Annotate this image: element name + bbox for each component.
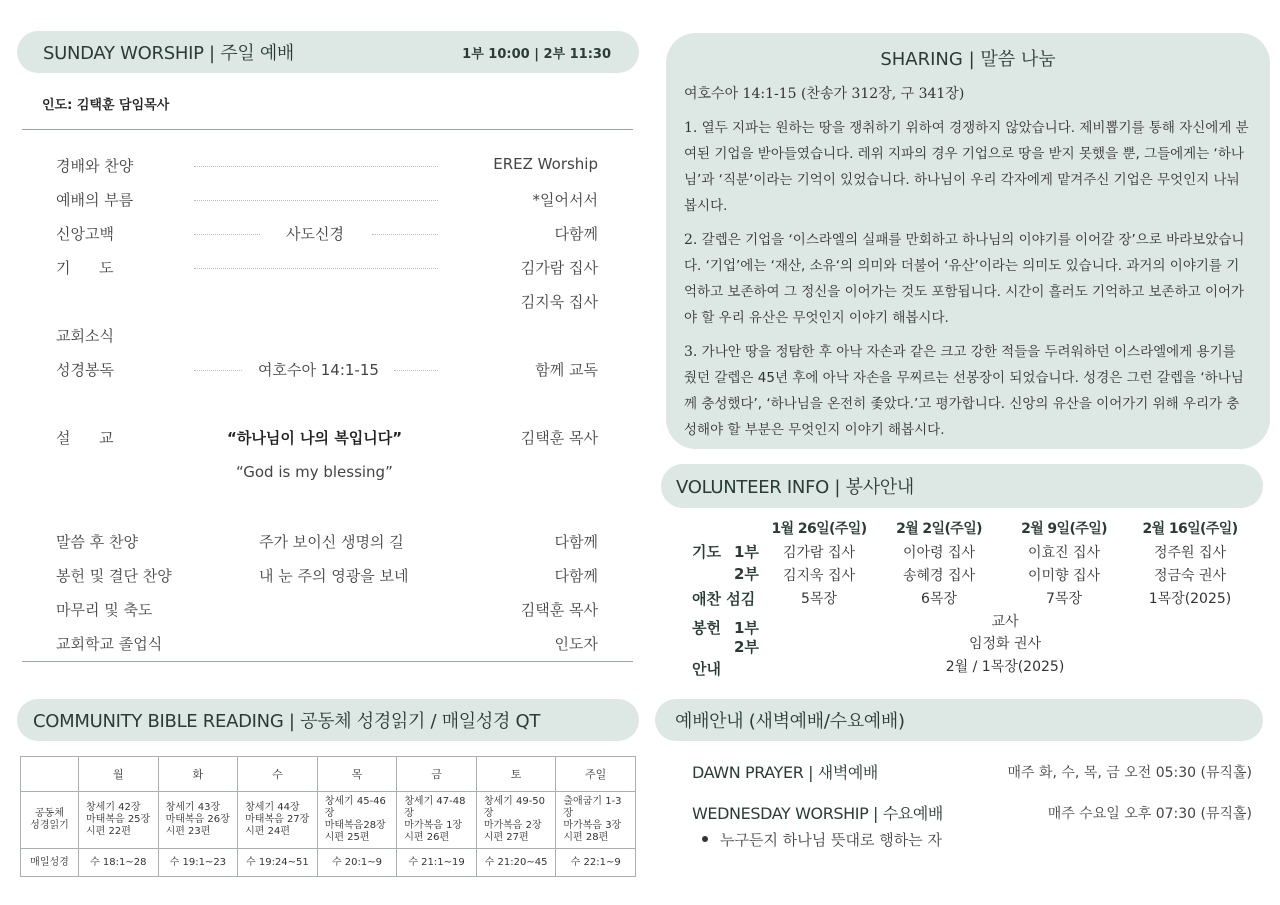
sharing-paragraph [684,339,1252,443]
prayer-second: 송혜경 집사 [902,568,976,584]
offering-first: 교사 [991,614,1019,630]
order-value: 인도자 [554,635,598,653]
order-middle: 사도신경 [286,225,344,243]
table-row [21,849,636,877]
label-offering-first: 1부 [734,619,759,637]
qt-cell: 수 19:1~23 [158,849,238,877]
reading-line: 시편 25편 [324,832,370,843]
prayer-first: 김가람 집사 [782,545,856,561]
leader-dots [194,268,438,269]
sermon-title: “하나님이 나의 복입니다” [227,429,403,447]
order-value: 다함께 [554,225,598,243]
paragraph-text: 열두 지파는 원하는 땅을 쟁취하기 위하여 경쟁하지 않았습니다. 제비뽑기를 통해 자신에게 분여된 기업을 받아들였습니다. 레위 지파의 경우 기업으로 땅을 받지 못했을 뿐, 그들에게는 ‘하나님’과 ‘직분’이라는 기억이 있었습니다. 하나님이 우리 각자에게 맡겨주신 기업은 무엇인지 나눠봅시다. [684,120,1249,214]
paragraph-text: 갈렙은 기업을 ‘이스라엘의 실패를 만회하고 하나님의 이야기를 이어갈 장’으로 바라보았습니다. ‘기업’에는 ‘재산, 소유‘의 의미와 더불어 ‘유산’이라는 의미도 있습니다. 과거의 이야기를 기억하고 보존하여 그 정신을 이어가는 것도 포함됩니다. 시간이 흘러도 기억하고 보존하고 이어가야 할 우리 유산은 무엇인지 이야기 해봅시다. [684,232,1245,326]
wednesday-worship-time: 매주 수요일 오후 07:30 (뮤직홀) [1047,806,1252,822]
dawn-prayer-time: 매주 화, 수, 목, 금 오전 05:30 (뮤직홀) [1007,765,1252,781]
reading-line: 출애굽기 1-3장 [563,796,622,819]
label-first-service: 1부 [734,543,759,561]
qt-cell: 수 21:1~19 [397,849,477,877]
order-item [56,565,598,587]
choir-group: 5목장 [801,591,837,607]
reading-line: 시편 22편 [86,826,131,837]
order-label: 성경봉독 [56,361,114,379]
order-value: 김택훈 목사 [520,601,598,619]
bullet-item [702,829,942,850]
order-label: 신앙고백 [56,225,114,243]
label-offering: 봉헌 [692,619,721,637]
bullet-dot-icon [702,836,708,842]
order-middle: 여호수아 14:1-15 [258,361,379,379]
reading-line: 창세기 44장 [245,802,300,813]
order-item [56,189,598,211]
schedule-header [655,699,1263,741]
day-header: 금 [397,757,477,792]
order-value: 다함께 [554,533,598,551]
day-header: 목 [317,757,397,792]
prayer-first: 이효진 집사 [1027,545,1101,561]
reading-cell [556,792,636,849]
bullet-text: 누구든지 하나님 뜻대로 행하는 자 [720,831,942,849]
sharing-panel [666,33,1270,449]
choir-group: 6목장 [921,591,957,607]
label-second-service: 2부 [734,565,759,583]
sharing-title: SHARING | 말씀 나눔 [880,49,1056,70]
prayer-first: 정주원 집사 [1153,545,1227,561]
worship-times: 1부 10:00 | 2부 11:30 [462,46,611,62]
order-label: 말씀 후 찬양 [56,533,138,551]
paragraph-text: 가나안 땅을 정탐한 후 아낙 자손과 같은 크고 강한 적들을 두려워하던 이스라엘에게 용기를 줬던 갈렙은 45년 후에 아낙 자손을 무찌르는 선봉장이 되었습니다. 성경은 그런 갈렙을 ‘하나님께 충성했다’, ‘하나님을 온전히 좇았다.’고 평가합니다. 신앙의 유산을 이어가기 위해 우리가 충성해야 할 부분은 무엇인지 이야기 해봅시다. [684,344,1244,438]
order-item [56,223,598,245]
reading-line: 창세기 49-50장 [483,796,546,819]
order-item [56,531,598,553]
reading-line: 시편 27편 [483,832,529,843]
volunteer-title: VOLUNTEER INFO | 봉사안내 [676,477,914,498]
order-label: 교회소식 [56,327,114,345]
order-item [56,257,598,279]
reading-line: 시편 26편 [404,832,450,843]
volunteer-date: 2월 2일(주일) [896,521,982,537]
bible-reading-table [20,756,636,877]
order-label: 마무리 및 축도 [56,601,153,619]
order-label: 경배와 찬양 [56,157,134,175]
volunteer-header [661,464,1263,508]
reading-cell [317,792,397,849]
order-item [56,599,598,621]
leader-dots [194,166,438,167]
qt-cell: 수 18:1~28 [79,849,159,877]
order-item [56,155,598,177]
order-value: 다함께 [554,567,598,585]
order-item [56,325,598,347]
reading-line: 시편 23편 [165,826,211,837]
prayer-first: 이아령 집사 [902,545,976,561]
order-label: 설 교 [56,429,114,447]
order-value: 김지욱 집사 [520,293,598,311]
qt-cell: 수 19:24~51 [238,849,318,877]
worship-leader: 인도: 김택훈 담임목사 [42,98,170,113]
divider [22,661,633,662]
leader-dots [194,234,260,235]
choir-group: 7목장 [1046,591,1082,607]
choir-group: 1목장(2025) [1148,591,1232,607]
qt-cell: 수 20:1~9 [317,849,397,877]
reading-line: 마가복음 1장 [404,820,463,831]
day-header: 주일 [556,757,636,792]
leader-dots [194,370,242,371]
schedule-title: 예배안내 (새벽예배/수요예배) [675,711,905,732]
reading-cell [158,792,238,849]
reading-line: 마태복음 26장 [165,814,230,825]
order-value: 함께 교독 [535,361,598,379]
prayer-second: 김지욱 집사 [782,568,856,584]
divider [22,129,633,130]
label-usher: 안내 [692,660,721,678]
paragraph-number: 1. [684,120,698,136]
dawn-prayer-name: DAWN PRAYER | 새벽예배 [692,763,878,782]
usher-group: 2월 / 1목장(2025) [945,659,1065,675]
sharing-paragraph [684,115,1252,219]
order-item [56,359,598,381]
reading-cell [397,792,477,849]
table-row [21,792,636,849]
label-choir: 애찬 섬김 [692,590,756,608]
volunteer-date: 2월 16일(주일) [1142,521,1238,537]
qt-cell: 수 22:1~9 [556,849,636,877]
order-value: EREZ Worship [493,155,598,173]
reading-cell [476,792,556,849]
reading-cell [238,792,318,849]
label-offering-second: 2부 [734,638,759,656]
label-prayer: 기도 [692,543,721,561]
day-header: 화 [158,757,238,792]
qt-cell: 수 21:20~45 [476,849,556,877]
sharing-paragraph [684,227,1252,331]
leader-dots [194,200,438,201]
reading-line: 창세기 42장 [86,802,141,813]
worship-header [17,31,639,73]
prayer-second: 정금숙 권사 [1153,568,1227,584]
leader-dots [372,234,438,235]
reading-line: 마태복음 25장 [86,814,151,825]
order-label: 기 도 [56,259,114,277]
order-middle: 내 눈 주의 영광을 보네 [259,567,409,585]
order-label: 예배의 부름 [56,191,134,209]
table-corner [21,757,79,792]
wednesday-worship-row [692,801,1252,823]
order-value: 김가람 집사 [520,259,598,277]
order-label: 교회학교 졸업식 [56,635,163,653]
leader-dots [394,370,438,371]
bible-reading-title: COMMUNITY BIBLE READING | 공동체 성경읽기 / 매일성경 QT [33,711,541,732]
offering-second: 임정화 권사 [968,636,1042,652]
reading-line: 마태복음 27장 [245,814,310,825]
prayer-second: 이미향 집사 [1027,568,1101,584]
paragraph-number: 2. [684,232,698,248]
row-header: 공동체 성경읽기 [21,792,79,849]
order-item [56,291,598,313]
reading-line: 마가복음 3장 [563,820,622,831]
order-value: 김택훈 목사 [520,429,598,447]
volunteer-date: 2월 9일(주일) [1021,521,1107,537]
dawn-prayer-row [692,760,1252,782]
reading-line: 시편 28편 [563,832,609,843]
wednesday-worship-name: WEDNESDAY WORSHIP | 수요예배 [692,804,943,823]
volunteer-date: 1월 26일(주일) [771,521,867,537]
reading-line: 창세기 47-48장 [404,796,466,819]
worship-title: SUNDAY WORSHIP | 주일 예배 [43,43,295,64]
day-header: 토 [476,757,556,792]
order-middle: 주가 보이신 생명의 길 [259,533,404,551]
reading-line: 창세기 45-46장 [324,796,386,819]
row-header: 매일성경 [21,849,79,877]
reading-line: 마가복음 2장 [483,820,542,831]
sharing-reference: 여호수아 14:1-15 (찬송가 312장, 구 341장) [684,86,965,102]
sermon-subtitle: “God is my blessing” [236,463,393,481]
day-header: 월 [79,757,159,792]
day-header: 수 [238,757,318,792]
reading-line: 마태복음28장 [324,820,386,831]
order-label: 봉헌 및 결단 찬양 [56,567,172,585]
bible-reading-header [17,699,639,741]
reading-cell [79,792,159,849]
order-item [56,633,598,655]
reading-line: 창세기 43장 [165,802,221,813]
reading-line: 시편 24편 [245,826,291,837]
order-value: *일어서서 [532,191,598,209]
paragraph-number: 3. [684,344,698,360]
